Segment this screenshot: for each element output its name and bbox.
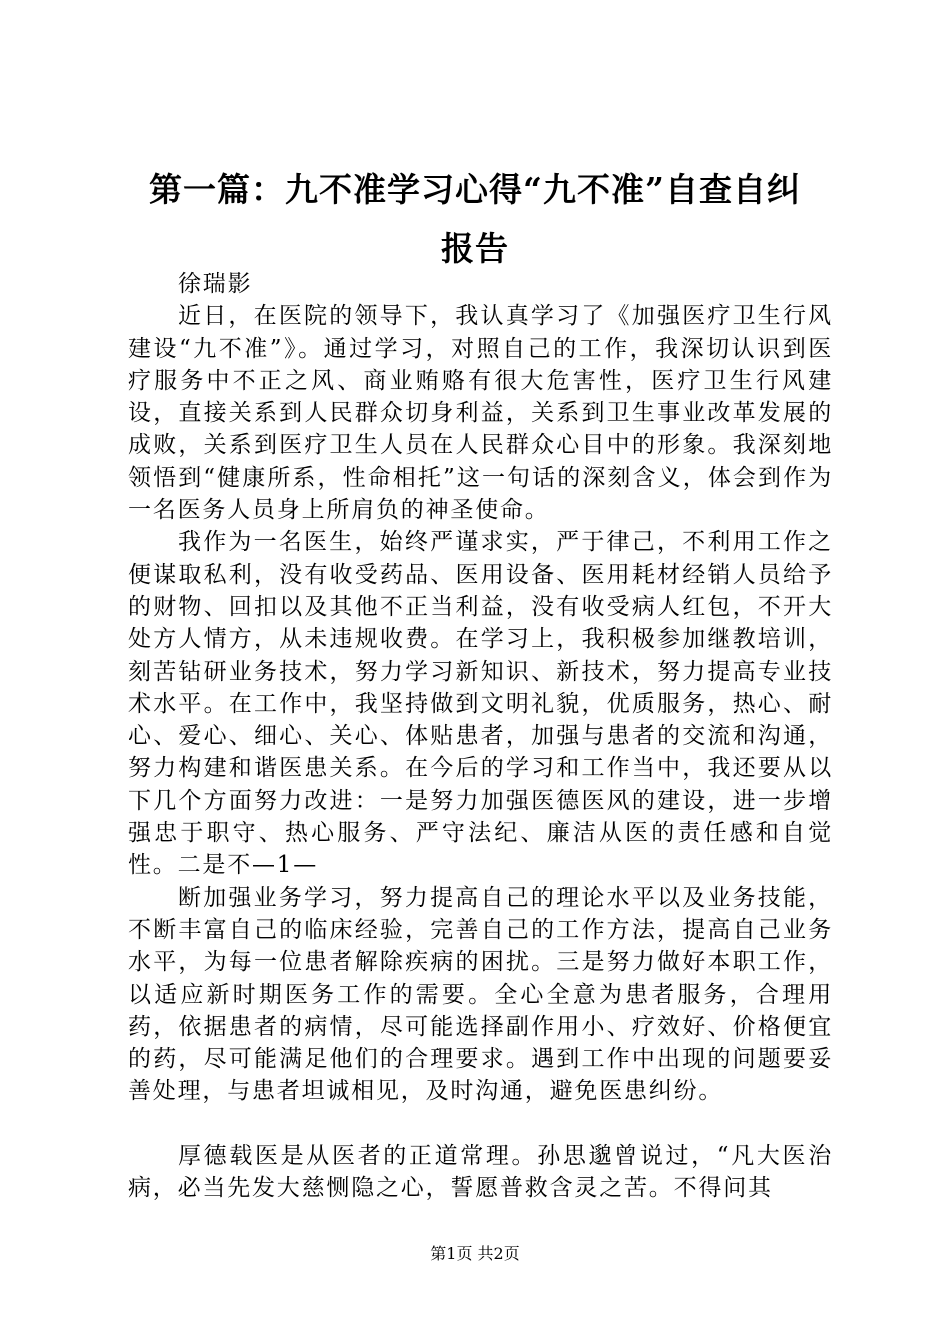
document-body (128, 268, 833, 1204)
paragraph-4: 厚德载医是从医者的正道常理。孙思邈曾说过，“凡大医治病，必当先发大慈恻隐之心，誓愿普救含灵之苦。不得问其 (128, 1142, 833, 1202)
document-title (100, 160, 850, 278)
paragraph-1: 近日，在医院的领导下，我认真学习了《加强医疗卫生行风建设“九不准”》。通过学习，对照自己的工作，我深切认识到医疗服务中不正之风、商业贿赂有很大危害性，医疗卫生行风建设，直接关系到人民群众切身利益，关系到卫生事业改革发展的成败，关系到医疗卫生人员在人民群众心目中的形象。我深刻地领悟到“健康所系，性命相托”这一句话的深刻含义，体会到作为一名医务人员身上所肩负的神圣使命。 (128, 303, 833, 524)
page-footer: 第1页 共2页 (430, 1244, 520, 1263)
title-line-1: 第一篇：九不准学习心得“九不准”自查自纠 (149, 170, 801, 209)
author-name: 徐瑞影 (178, 271, 253, 297)
title-line-2: 报告 (441, 229, 509, 268)
paragraph-spacer (128, 1108, 833, 1140)
paragraph-2: 我作为一名医生，始终严谨求实，严于律己，不利用工作之便谋取私利，没有收受药品、医用设备、医用耗材经销人员给予的财物、回扣以及其他不正当利益，没有收受病人红包，不开大处方人情方，从未违规收费。在学习上，我积极参加继教培训，刻苦钻研业务技术，努力学习新知识、新技术，努力提高专业技术水平。在工作中，我坚持做到文明礼貌，优质服务，热心、耐心、爱心、细心、关心、体贴患者，加强与患者的交流和沟通，努力构建和谐医患关系。在今后的学习和工作当中，我还要从以下几个方面努力改进：一是努力加强医德医风的建设，进一步增强忠于职守、热心服务、严守法纪、廉洁从医的责任感和自觉性。二是不—1— (128, 529, 833, 879)
paragraph-3: 断加强业务学习，努力提高自己的理论水平以及业务技能，不断丰富自己的临床经验，完善自己的工作方法，提高自己业务水平，为每一位患者解除疾病的困扰。三是努力做好本职工作，以适应新时期医务工作的需要。全心全意为患者服务，合理用药，依据患者的病情，尽可能选择副作用小、疗效好、价格便宜的药，尽可能满足他们的合理要求。遇到工作中出现的问题要妥善处理，与患者坦诚相见，及时沟通，避免医患纠纷。 (128, 884, 833, 1105)
